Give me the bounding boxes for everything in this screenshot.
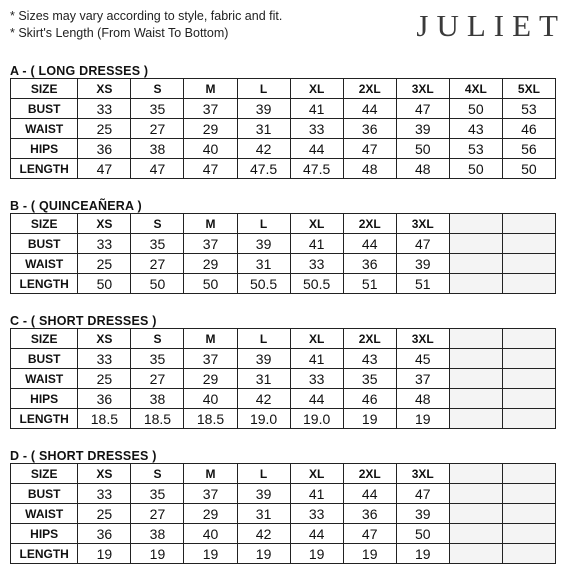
size-header-cell: S [131,329,184,349]
size-header-cell: XL [290,214,343,234]
measurement-value: 37 [184,234,237,254]
size-header-cell: 3XL [396,79,449,99]
size-header-cell: 3XL [396,329,449,349]
size-section-short-dresses-c [10,314,556,429]
measurement-value: 50 [131,274,184,294]
measurement-label: LENGTH [11,159,78,179]
measurement-value: 47 [78,159,131,179]
measurement-value: 50 [449,159,502,179]
measurement-value: 50 [396,524,449,544]
measurement-value: 43 [449,119,502,139]
size-header-cell: 2XL [343,214,396,234]
measurement-value: 47.5 [290,159,343,179]
measurement-value: 33 [290,254,343,274]
measurement-value: 33 [78,349,131,369]
empty-cell [502,329,555,349]
measurement-value: 50.5 [290,274,343,294]
size-header-cell: 3XL [396,464,449,484]
measurement-value: 39 [237,484,290,504]
size-column-header: SIZE [11,79,78,99]
size-column-header: SIZE [11,464,78,484]
size-header-cell: XL [290,329,343,349]
measurement-label: HIPS [11,524,78,544]
table-row [11,99,556,119]
measurement-value: 19 [396,544,449,564]
table-header-row [11,79,556,99]
empty-cell [502,234,555,254]
measurement-value: 18.5 [184,409,237,429]
measurement-value: 35 [131,349,184,369]
measurement-value: 48 [343,159,396,179]
table-header-row [11,329,556,349]
measurement-label: BUST [11,99,78,119]
measurement-value: 40 [184,524,237,544]
table-row [11,524,556,544]
empty-cell [449,254,502,274]
empty-cell [449,409,502,429]
measurement-value: 19.0 [237,409,290,429]
measurement-value: 50 [78,274,131,294]
measurement-value: 46 [502,119,555,139]
table-row [11,369,556,389]
empty-cell [449,544,502,564]
measurement-value: 50 [502,159,555,179]
measurement-value: 47 [184,159,237,179]
measurement-value: 47 [343,524,396,544]
size-header-cell: S [131,79,184,99]
size-header-cell: 2XL [343,79,396,99]
size-section-long-dresses [10,64,556,179]
measurement-value: 31 [237,119,290,139]
size-header-cell: S [131,464,184,484]
measurement-label: BUST [11,349,78,369]
table-row [11,274,556,294]
measurement-value: 36 [343,119,396,139]
size-header-cell: XS [78,79,131,99]
measurement-value: 38 [131,389,184,409]
measurement-value: 51 [343,274,396,294]
size-header-cell: L [237,464,290,484]
measurement-value: 50.5 [237,274,290,294]
table-row [11,349,556,369]
measurement-value: 36 [78,389,131,409]
empty-cell [449,274,502,294]
measurement-label: LENGTH [11,409,78,429]
measurement-label: LENGTH [11,274,78,294]
empty-cell [502,484,555,504]
measurement-value: 27 [131,254,184,274]
table-header-row [11,214,556,234]
size-header-cell: M [184,79,237,99]
measurement-value: 44 [343,234,396,254]
measurement-value: 19 [343,544,396,564]
measurement-value: 56 [502,139,555,159]
measurement-value: 40 [184,139,237,159]
size-column-header: SIZE [11,329,78,349]
size-section-short-dresses-d [10,449,556,564]
empty-cell [502,274,555,294]
measurement-value: 44 [290,139,343,159]
table-row [11,484,556,504]
measurement-value: 39 [396,254,449,274]
measurement-value: 39 [396,119,449,139]
measurement-label: HIPS [11,139,78,159]
measurement-value: 39 [237,99,290,119]
measurement-value: 35 [131,234,184,254]
size-header-cell: XL [290,79,343,99]
measurement-value: 18.5 [78,409,131,429]
empty-cell [502,389,555,409]
measurement-value: 47 [131,159,184,179]
table-row [11,389,556,409]
measurement-value: 27 [131,119,184,139]
size-header-cell: 5XL [502,79,555,99]
size-column-header: SIZE [11,214,78,234]
measurement-value: 45 [396,349,449,369]
measurement-value: 37 [396,369,449,389]
size-header-cell: 2XL [343,464,396,484]
section-title: A - ( LONG DRESSES ) [10,64,149,78]
table-header-row [11,464,556,484]
size-table [10,463,556,564]
measurement-value: 44 [290,524,343,544]
measurement-value: 50 [449,99,502,119]
measurement-value: 41 [290,349,343,369]
size-header-cell: M [184,214,237,234]
size-table [10,328,556,429]
measurement-value: 29 [184,119,237,139]
table-row [11,159,556,179]
measurement-value: 35 [131,484,184,504]
measurement-label: WAIST [11,254,78,274]
measurement-value: 36 [343,504,396,524]
measurement-value: 31 [237,369,290,389]
measurement-label: BUST [11,234,78,254]
empty-cell [449,389,502,409]
measurement-value: 53 [502,99,555,119]
measurement-label: LENGTH [11,544,78,564]
size-table [10,213,556,294]
measurement-value: 44 [343,99,396,119]
measurement-label: WAIST [11,504,78,524]
table-row [11,119,556,139]
empty-cell [502,214,555,234]
measurement-label: WAIST [11,369,78,389]
measurement-value: 36 [78,139,131,159]
empty-cell [502,544,555,564]
measurement-value: 43 [343,349,396,369]
measurement-value: 51 [396,274,449,294]
size-table [10,78,556,179]
measurement-value: 19 [343,409,396,429]
measurement-value: 42 [237,139,290,159]
measurement-value: 44 [343,484,396,504]
measurement-value: 19.0 [290,409,343,429]
measurement-value: 41 [290,484,343,504]
measurement-label: WAIST [11,119,78,139]
empty-cell [449,464,502,484]
size-header-cell: 4XL [449,79,502,99]
note-line-skirt-length: * Skirt's Length (From Waist To Bottom) [10,26,229,40]
measurement-value: 36 [78,524,131,544]
empty-cell [502,254,555,274]
measurement-value: 47 [396,99,449,119]
brand-logo: JULIET [416,8,566,43]
measurement-value: 29 [184,504,237,524]
measurement-value: 25 [78,254,131,274]
measurement-value: 50 [184,274,237,294]
empty-cell [502,524,555,544]
measurement-value: 19 [131,544,184,564]
measurement-value: 39 [237,349,290,369]
measurement-value: 48 [396,389,449,409]
measurement-label: BUST [11,484,78,504]
measurement-value: 35 [343,369,396,389]
measurement-value: 42 [237,524,290,544]
measurement-value: 33 [290,504,343,524]
measurement-value: 44 [290,389,343,409]
measurement-value: 33 [290,119,343,139]
measurement-value: 19 [290,544,343,564]
measurement-value: 47 [343,139,396,159]
size-header-cell: L [237,329,290,349]
measurement-value: 19 [396,409,449,429]
measurement-value: 31 [237,504,290,524]
measurement-value: 46 [343,389,396,409]
empty-cell [449,504,502,524]
size-header-cell: M [184,329,237,349]
empty-cell [449,329,502,349]
size-section-quinceanera [10,199,556,294]
measurement-value: 19 [78,544,131,564]
size-header-cell: XL [290,464,343,484]
size-header-cell: XS [78,464,131,484]
measurement-value: 19 [184,544,237,564]
table-row [11,254,556,274]
measurement-value: 41 [290,234,343,254]
measurement-value: 39 [237,234,290,254]
measurement-value: 33 [78,484,131,504]
empty-cell [449,349,502,369]
table-row [11,504,556,524]
measurement-value: 25 [78,504,131,524]
measurement-value: 47 [396,234,449,254]
measurement-value: 53 [449,139,502,159]
size-header-cell: 2XL [343,329,396,349]
empty-cell [502,464,555,484]
table-row [11,139,556,159]
note-line-fit: * Sizes may vary according to style, fabric and fit. [10,9,283,23]
measurement-value: 25 [78,119,131,139]
measurement-value: 25 [78,369,131,389]
measurement-value: 29 [184,369,237,389]
size-header-cell: XS [78,329,131,349]
empty-cell [502,349,555,369]
measurement-value: 50 [396,139,449,159]
empty-cell [449,484,502,504]
section-title: C - ( SHORT DRESSES ) [10,314,157,328]
section-title: D - ( SHORT DRESSES ) [10,449,157,463]
size-header-cell: S [131,214,184,234]
measurement-value: 31 [237,254,290,274]
measurement-value: 37 [184,484,237,504]
measurement-value: 29 [184,254,237,274]
table-row [11,544,556,564]
measurement-value: 39 [396,504,449,524]
measurement-value: 18.5 [131,409,184,429]
table-row [11,409,556,429]
measurement-value: 37 [184,349,237,369]
size-header-cell: XS [78,214,131,234]
measurement-value: 47.5 [237,159,290,179]
measurement-value: 48 [396,159,449,179]
empty-cell [449,369,502,389]
empty-cell [449,234,502,254]
size-header-cell: M [184,464,237,484]
measurement-label: HIPS [11,389,78,409]
empty-cell [502,504,555,524]
section-title: B - ( QUINCEAÑERA ) [10,199,142,213]
size-header-cell: L [237,214,290,234]
empty-cell [449,214,502,234]
measurement-value: 41 [290,99,343,119]
size-notes [10,8,282,42]
measurement-value: 27 [131,369,184,389]
size-header-cell: 3XL [396,214,449,234]
measurement-value: 35 [131,99,184,119]
measurement-value: 36 [343,254,396,274]
table-row [11,234,556,254]
empty-cell [502,409,555,429]
empty-cell [502,369,555,389]
empty-cell [449,524,502,544]
measurement-value: 47 [396,484,449,504]
measurement-value: 19 [237,544,290,564]
measurement-value: 38 [131,139,184,159]
measurement-value: 38 [131,524,184,544]
measurement-value: 33 [290,369,343,389]
size-header-cell: L [237,79,290,99]
measurement-value: 33 [78,234,131,254]
measurement-value: 42 [237,389,290,409]
measurement-value: 37 [184,99,237,119]
measurement-value: 40 [184,389,237,409]
measurement-value: 27 [131,504,184,524]
measurement-value: 33 [78,99,131,119]
